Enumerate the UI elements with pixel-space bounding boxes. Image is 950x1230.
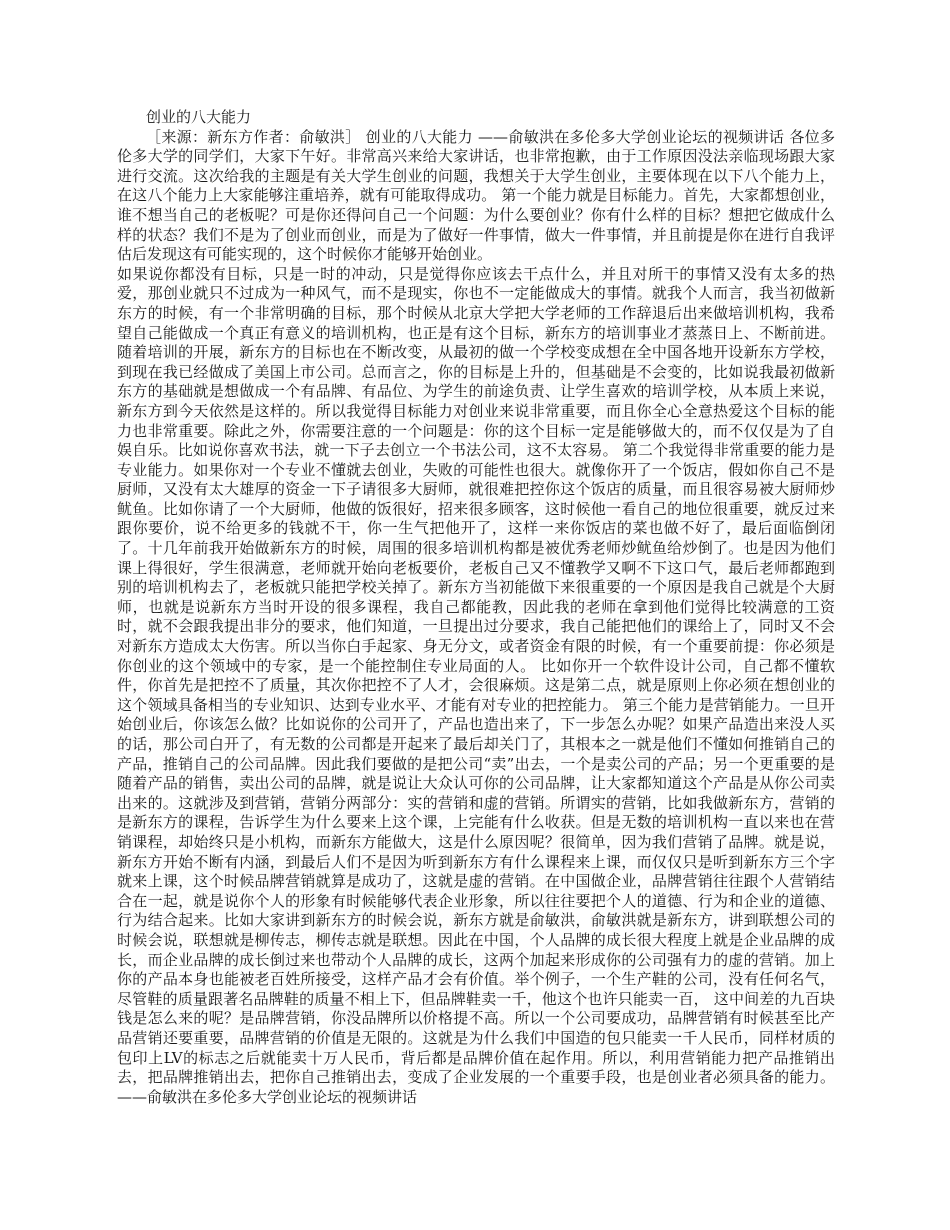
document-page — [117, 108, 835, 1107]
document-title: 创业的八大能力 — [146, 108, 252, 126]
paragraph-body: 如果说你都没有目标，只是一时的冲动，只是觉得你应该去干点什么，并且对所干的事情又没有太多的热爱，那创业就只不过成为一种风气，而不是现实，你也不一定能做成大的事情。就我个人而言，我当初做新东方的时候，有一个非常明确的目标，那个时候从北京大学把大学老师的工作辞退后出来做培训机构，我希望自己能做成一个真正有意义的培训机构，也正是有这个目标，新东方的培训事业才蒸蒸日上、不断前进。随着培训的开展，新东方的目标也在不断改变，从最初的做一个学校变成想在全中国各地开设新东方学校，到现在我已经做成了美国上市公司。总而言之，你的目标是上升的，但基础是不会变的，比如说我最初做新东方的基础就是想做成一个有品牌、有品位、为学生的前途负责、让学生喜欢的培训学校，从本质上来说，新东方到今天依然是这样的。所以我觉得目标能力对创业来说非常重要，而且你全心全意热爱这个目标的能力也非常重要。除此之外，你需要注意的一个问题是：你的这个目标一定是能够做大的，而不仅仅是为了自娱自乐。比如说你喜欢书法，就一下子去创立一个书法公司，这不太容易。 第二个我觉得非常重要的能力是专业能力。如果你对一个专业不懂就去创业，失败的可能性也很大。就像你开了一个饭店，假如你自己不是厨师，又没有太大雄厚的资金一下子请很多大厨师，就很难把控你这个饭店的质量，而且很容易被大厨师炒鱿鱼。比如你请了一个大厨师，他做的饭很好，招来很多顾客，这时候他一看自己的地位很重要，就反过来跟你要价，说不给更多的钱就不干，你一生气把他开了，这样一来你饭店的菜也做不好了，最后面临倒闭了。十几年前我开始做新东方的时候，周围的很多培训机构都是被优秀老师炒鱿鱼给炒倒了。也是因为他们课上得很好，学生很满意，老师就开始向老板要价，老板自己又不懂教学又啊不下这口气，最后老师都跑到别的培训机构去了，老板就只能把学校关掉了。新东方当初能做下来很重要的一个原因是我自己就是个大厨师，也就是说新东方当时开设的很多课程，我自己都能教，因此我的老师在拿到他们觉得比较满意的工资时，就不会跟我提出非分的要求，他们知道，一旦提出过分要求，我自己能把他们的课给上了，同时又不会对新东方造成太大伤害。所以当你白手起家、身无分文，或者资金有限的时候，有一个重要前提：你必须是你创业的这个领域中的专家，是一个能控制住专业局面的人。 比如你开一个软件设计公司，自己都不懂软件，你首先是把控不了质量，其次你把控不了人才，会很麻烦。这是第二点，就是原则上你必须在想创业的这个领域具备相当的专业知识、达到专业水平、才能有对专业的把控能力。 第三个能力是营销能力。一旦开始创业后，你该怎么做？比如说你的公司开了，产品也造出来了，下一步怎么办呢？如果产品造出来没人买的话，那公司白开了，有无数的公司都是开起来了最后却关门了，其根本之一就是他们不懂如何推销自己的产品，推销自己的公司品牌。因此我们要做的是把公司“卖”出去，一个是卖公司的产品；另一个更重要的是随着产品的销售，卖出公司的品牌，就是说让大众认可你的公司品牌，让大家都知道这个产品是从你公司卖出来的。这就涉及到营销，营销分两部分：实的营销和虚的营销。所谓实的营销，比如我做新东方，营销的是新东方的课程，告诉学生为什么要来上这个课，上完能有什么收获。但是无数的培训机构一直以来也在营销课程，却始终只是小机构，而新东方能做大，这是什么原因呢？很简单，因为我们营销了品牌。就是说，新东方开始不断有内涵，到最后人们不是因为听到新东方有什么课程来上课，而仅仅只是听到新东方三个字就来上课，这个时候品牌营销就算是成功了，这就是虚的营销。在中国做企业，品牌营销往往跟个人营销结合在一起，就是说你个人的形象有时候能够代表企业形象，所以往往要把个人的道德、行为和企业的道德、行为结合起来。比如大家讲到新东方的时候会说，新东方就是俞敏洪，俞敏洪就是新东方，讲到联想公司的时候会说，联想就是柳传志，柳传志就是联想。因此在中国，个人品牌的成长很大程度上就是企业品牌的成长，而企业品牌的成长倒过来也带动个人品牌的成长，这两个加起来形成你的公司强有力的虚的营销。加上你的产品本身也能被老百姓所接受，这样产品才会有价值。举个例子，一个生产鞋的公司，没有任何名气，尽管鞋的质量跟著名品牌鞋的质量不相上下，但品牌鞋卖一千，他这个也许只能卖一百， 这中间差的九百块钱是怎么来的呢？是品牌营销，你没品牌所以价格提不高。所以一个公司要成功，品牌营销有时候甚至比产品营销还要重要，品牌营销的价值是无限的。这就是为什么我们中国造的包只能卖一千人民币，同样材质的包印上LV的标志之后就能卖十万人民币，背后都是品牌价值在起作用。所以，利用营销能力把产品推销出去，把品牌推销出去，把你自己推销出去，变成了企业发展的一个重要手段，也是创业者必须具备的能力。 ——俞敏洪在多伦多大学创业论坛的视频讲话 — [117, 264, 835, 1106]
paragraph-intro: ［来源：新东方作者：俞敏洪］ 创业的八大能力 ——俞敏洪在多伦多大学创业论坛的视频讲话 各位多伦多大学的同学们，大家下午好。非常高兴来给大家讲话，也非常抱歉，由于工作原因没法亲临现场跟大家进行交流。这次给我的主题是有关大学生创业的问题，我想关于大学生创业，主要体现在以下八个能力上，在这八个能力上大家能够注重培养，就有可能取得成功。 第一个能力就是目标能力。首先，大家都想创业，谁不想当自己的老板呢？可是你还得问自己一个问题：为什么要创业？你有什么样的目标？想把它做成什么样的状态？我们不是为了创业而创业，而是为了做好一件事情，做大一件事情，并且前提是你在进行自我评估后发现这有可能实现的，这个时候你才能够开始创业。 — [117, 127, 835, 264]
